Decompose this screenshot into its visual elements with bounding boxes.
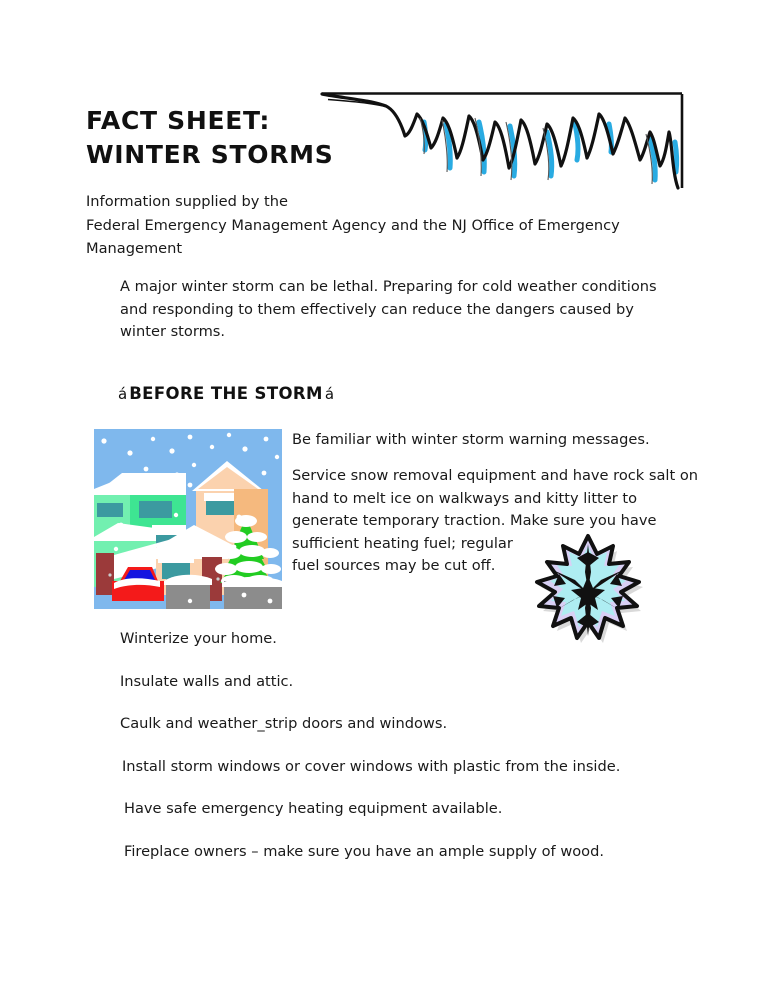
- list-item: Winterize your home.: [120, 630, 277, 647]
- section-heading-label: BEFORE THE STORM: [129, 384, 323, 403]
- paragraph-line: fuel sources may be cut off.: [292, 557, 496, 574]
- paragraph-line: hand to melt ice on walkways and kitty litter to: [292, 489, 638, 507]
- wingding-marker-right-icon: á: [324, 385, 335, 403]
- paragraph-line: Service snow removal equipment and have rock salt on: [292, 467, 699, 484]
- tips-list: [120, 629, 680, 884]
- title-line-2: WINTER STORMS: [86, 140, 334, 169]
- intro-paragraph: A major winter storm can be lethal. Preparing for cold weather conditions and responding to them effectively can reduce the dangers caused by winter storms.: [120, 278, 657, 340]
- wingding-marker-left-icon: á: [118, 385, 128, 403]
- paragraph-warning-messages: Be familiar with winter storm warning messages.: [292, 431, 650, 448]
- paragraph-line: generate temporary traction. Make sure you have: [292, 512, 657, 529]
- supplied-by-line-2: Federal Emergency Management Agency and the NJ Office of Emergency: [86, 216, 620, 234]
- supplied-by-block: [86, 190, 686, 261]
- list-item: Have safe emergency heating equipment available.: [124, 800, 503, 817]
- section-heading-before-the-storm: [116, 383, 336, 405]
- winter-neighborhood-illustration: [94, 429, 282, 609]
- icicles-illustration: [320, 88, 684, 190]
- list-item: Install storm windows or cover windows with plastic from the inside.: [122, 757, 621, 775]
- supplied-by-line-3: Management: [86, 240, 183, 257]
- page-title: [86, 104, 346, 172]
- list-item: Insulate walls and attic.: [120, 672, 294, 690]
- title-line-1: FACT SHEET:: [86, 106, 271, 135]
- paragraph-line: sufficient heating fuel; regular: [292, 534, 513, 552]
- list-item: Caulk and weather_strip doors and windows.: [120, 715, 448, 732]
- list-item: Fireplace owners – make sure you have an ample supply of wood.: [124, 842, 605, 860]
- supplied-by-line-1: Information supplied by the: [86, 193, 288, 210]
